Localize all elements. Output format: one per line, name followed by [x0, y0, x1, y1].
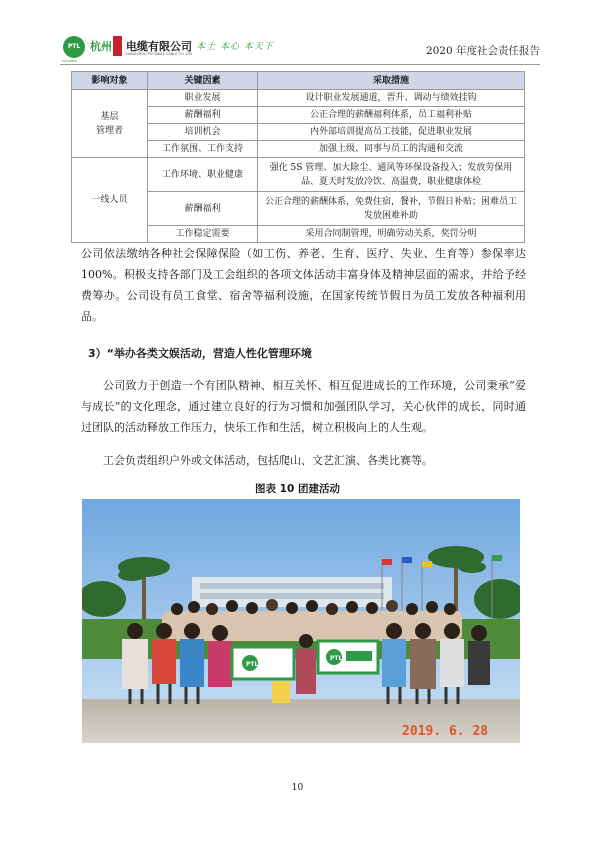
- table-row: [72, 158, 525, 192]
- factor-cell: 工作稳定需要: [148, 226, 258, 243]
- section-heading: 3）“举办各类文娱活动，营造人性化管理环境: [88, 347, 312, 360]
- header-divider: [60, 64, 540, 65]
- measure-cell: 加强上级、同事与员工的沟通和交流: [258, 141, 525, 158]
- column-header: 关键因素: [148, 72, 258, 90]
- logo-subtext: PUTIANLE: [62, 59, 77, 63]
- company-logo: PTL: [63, 36, 85, 58]
- factor-cell: 薪酬福利: [148, 192, 258, 226]
- column-header: 影响对象: [72, 72, 148, 90]
- measure-cell: 设计职业发展通道，晋升、调动与绩效挂钩: [258, 90, 525, 107]
- column-header: 采取措施: [258, 72, 525, 90]
- brand-city: 杭州: [90, 40, 112, 53]
- measure-cell: 内外部培训提高员工技能，促进职业发展: [258, 124, 525, 141]
- target-group-cell: 一线人员: [72, 158, 148, 243]
- brand-company-name: 电缆有限公司: [126, 40, 192, 53]
- union-activities-paragraph: 工会负责组织户外或文体活动，包括爬山、文艺汇演、各类比赛等。: [103, 454, 433, 467]
- factor-cell: 工作氛围、工作支持: [148, 141, 258, 158]
- table-header-row: [72, 72, 525, 90]
- factor-cell: 职业发展: [148, 90, 258, 107]
- table-row: [72, 90, 525, 107]
- insurance-paragraph: 公司依法缴纳各种社会保障保险（如工伤、养老、生育、医疗、失业、生育等）参保率达 100%。积极支持各部门及工会组织的各项文体活动丰富身体及精神层面的需求，并给予经费筹办。公司设有员工食堂、宿舍等福利设施，在国家传统节假日为员工发放各种福利用品。: [81, 247, 526, 323]
- measure-cell: 采用合同制管理，明确劳动关系，奖罚分明: [258, 226, 525, 243]
- measure-cell: 公正合理的薪酬体系，免费住宿，餐补，节假日补贴；困难员工发放困难补助: [258, 192, 525, 226]
- brand-english-name: HANGZHOU PUTIANLE CABLE CO.,LTD: [126, 52, 193, 56]
- banner-right-text: PTL: [330, 655, 343, 662]
- measure-cell: 强化 5S 管理、加大除尘、通风等环保设备投入；发放劳保用品、夏天时发放冷饮、高温费，职业健康体检: [258, 158, 525, 192]
- factor-cell: 薪酬福利: [148, 107, 258, 124]
- factor-cell: 工作环境、职业健康: [148, 158, 258, 192]
- factor-cell: 培训机会: [148, 124, 258, 141]
- team-culture-paragraph: 公司致力于创造一个有团队精神、相互关怀、相互促进成长的工作环境，公司秉承“爱与成长”的文化理念，通过建立良好的行为习惯和加强团队学习，关心伙伴的成长，同时通过团队的活动释放工作压力，快乐工作和生活，树立积极向上的人生观。: [81, 379, 526, 434]
- measure-cell: 公正合理的薪酬福利体系，员工福利补贴: [258, 107, 525, 124]
- target-group-cell: 基层 管理者: [72, 90, 148, 158]
- figure-caption: 图表 10 团建活动: [255, 483, 340, 495]
- photo-date-stamp: 2019. 6. 28: [402, 724, 489, 739]
- report-title: 2020 年度社会责任报告: [425, 45, 540, 57]
- brand-seal-icon: [113, 36, 122, 56]
- brand-slogan: 本土 本心 本天下: [196, 42, 274, 52]
- employee-measures-table: [71, 71, 525, 243]
- page-number: 10: [291, 783, 304, 793]
- page-header: [60, 34, 540, 63]
- team-building-photo: [82, 499, 520, 743]
- banner-left-text: PTL: [246, 661, 259, 668]
